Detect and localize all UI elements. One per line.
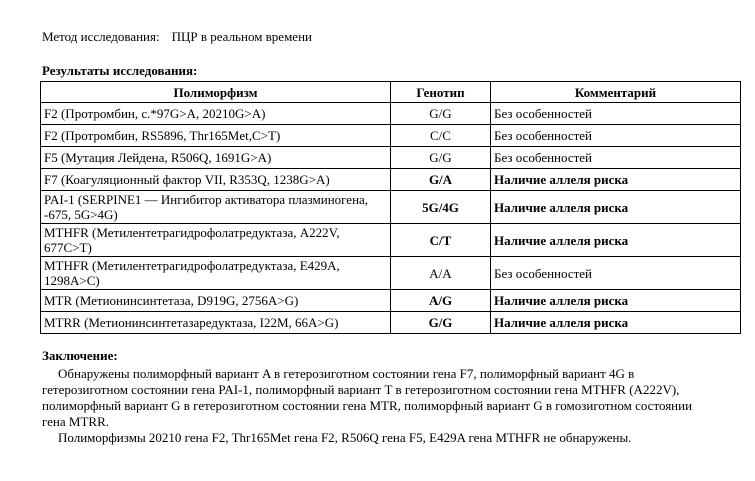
results-table xyxy=(40,81,741,334)
table-row xyxy=(41,191,741,224)
table-row xyxy=(41,125,741,147)
genotype-cell: A/G xyxy=(391,290,491,312)
genotype-cell: G/G xyxy=(391,312,491,334)
table-row xyxy=(41,224,741,257)
conclusion-paragraph: Обнаружены полиморфный вариант A в гетерозиготном состоянии гена F7, полиморфный вариант 4G в гетерозиготном состоянии гена PAI-1, полиморфный вариант T в гетерозиготном состоянии гена MTHFR (A222V), полиморфный вариант G в гетерозиготном состоянии гена MTR, полиморфный вариант G в гомозиготном состоянии гена MTRR. xyxy=(42,366,693,429)
comment-cell: Наличие аллеля риска xyxy=(491,312,741,334)
genotype-cell: G/A xyxy=(391,169,491,191)
polymorphism-cell: F2 (Протромбин, RS5896, Thr165Met,C>T) xyxy=(41,125,391,147)
conclusion-text xyxy=(42,366,718,446)
comment-cell: Без особенностей xyxy=(491,147,741,169)
header-comment: Комментарий xyxy=(491,82,741,103)
comment-cell: Без особенностей xyxy=(491,125,741,147)
comment-cell: Наличие аллеля риска xyxy=(491,191,741,224)
genotype-cell: C/T xyxy=(391,224,491,257)
polymorphism-cell: MTR (Метионинсинтетаза, D919G, 2756A>G) xyxy=(41,290,391,312)
polymorphism-cell: MTRR (Метионинсинтетазаредуктаза, I22M, 66A>G) xyxy=(41,312,391,334)
polymorphism-cell: F2 (Протромбин, с.*97G>A, 20210G>A) xyxy=(41,103,391,125)
comment-cell: Без особенностей xyxy=(491,103,741,125)
polymorphism-cell: MTHFR (Метилентетрагидрофолатредуктаза, A222V, 677C>T) xyxy=(41,224,391,257)
method-label: Метод исследования: xyxy=(42,29,160,44)
method-value: ПЦР в реальном времени xyxy=(171,29,312,44)
table-row xyxy=(41,147,741,169)
table-row xyxy=(41,290,741,312)
comment-cell: Без особенностей xyxy=(491,257,741,290)
comment-cell: Наличие аллеля риска xyxy=(491,169,741,191)
table-header-row xyxy=(41,82,741,103)
table-row xyxy=(41,312,741,334)
genotype-cell: 5G/4G xyxy=(391,191,491,224)
comment-cell: Наличие аллеля риска xyxy=(491,290,741,312)
results-heading: Результаты исследования: xyxy=(42,63,198,78)
table-row xyxy=(41,169,741,191)
method-line xyxy=(42,29,312,45)
header-polymorphism: Полиморфизм xyxy=(41,82,391,103)
genotype-cell: A/A xyxy=(391,257,491,290)
polymorphism-cell: F5 (Мутация Лейдена, R506Q, 1691G>A) xyxy=(41,147,391,169)
polymorphism-cell: MTHFR (Метилентетрагидрофолатредуктаза, E429A, 1298A>C) xyxy=(41,257,391,290)
genotype-cell: C/C xyxy=(391,125,491,147)
header-genotype: Генотип xyxy=(391,82,491,103)
genotype-cell: G/G xyxy=(391,103,491,125)
polymorphism-cell: F7 (Коагуляционный фактор VII, R353Q, 1238G>A) xyxy=(41,169,391,191)
conclusion-paragraph: Полиморфизмы 20210 гена F2, Thr165Met гена F2, R506Q гена F5, E429A гена MTHFR не обнаружены. xyxy=(58,430,632,445)
table-row xyxy=(41,257,741,290)
genotype-cell: G/G xyxy=(391,147,491,169)
comment-cell: Наличие аллеля риска xyxy=(491,224,741,257)
table-row xyxy=(41,103,741,125)
polymorphism-cell: PAI-1 (SERPINE1 — Ингибитор активатора плазминогена, -675, 5G>4G) xyxy=(41,191,391,224)
conclusion-heading: Заключение: xyxy=(42,348,118,363)
